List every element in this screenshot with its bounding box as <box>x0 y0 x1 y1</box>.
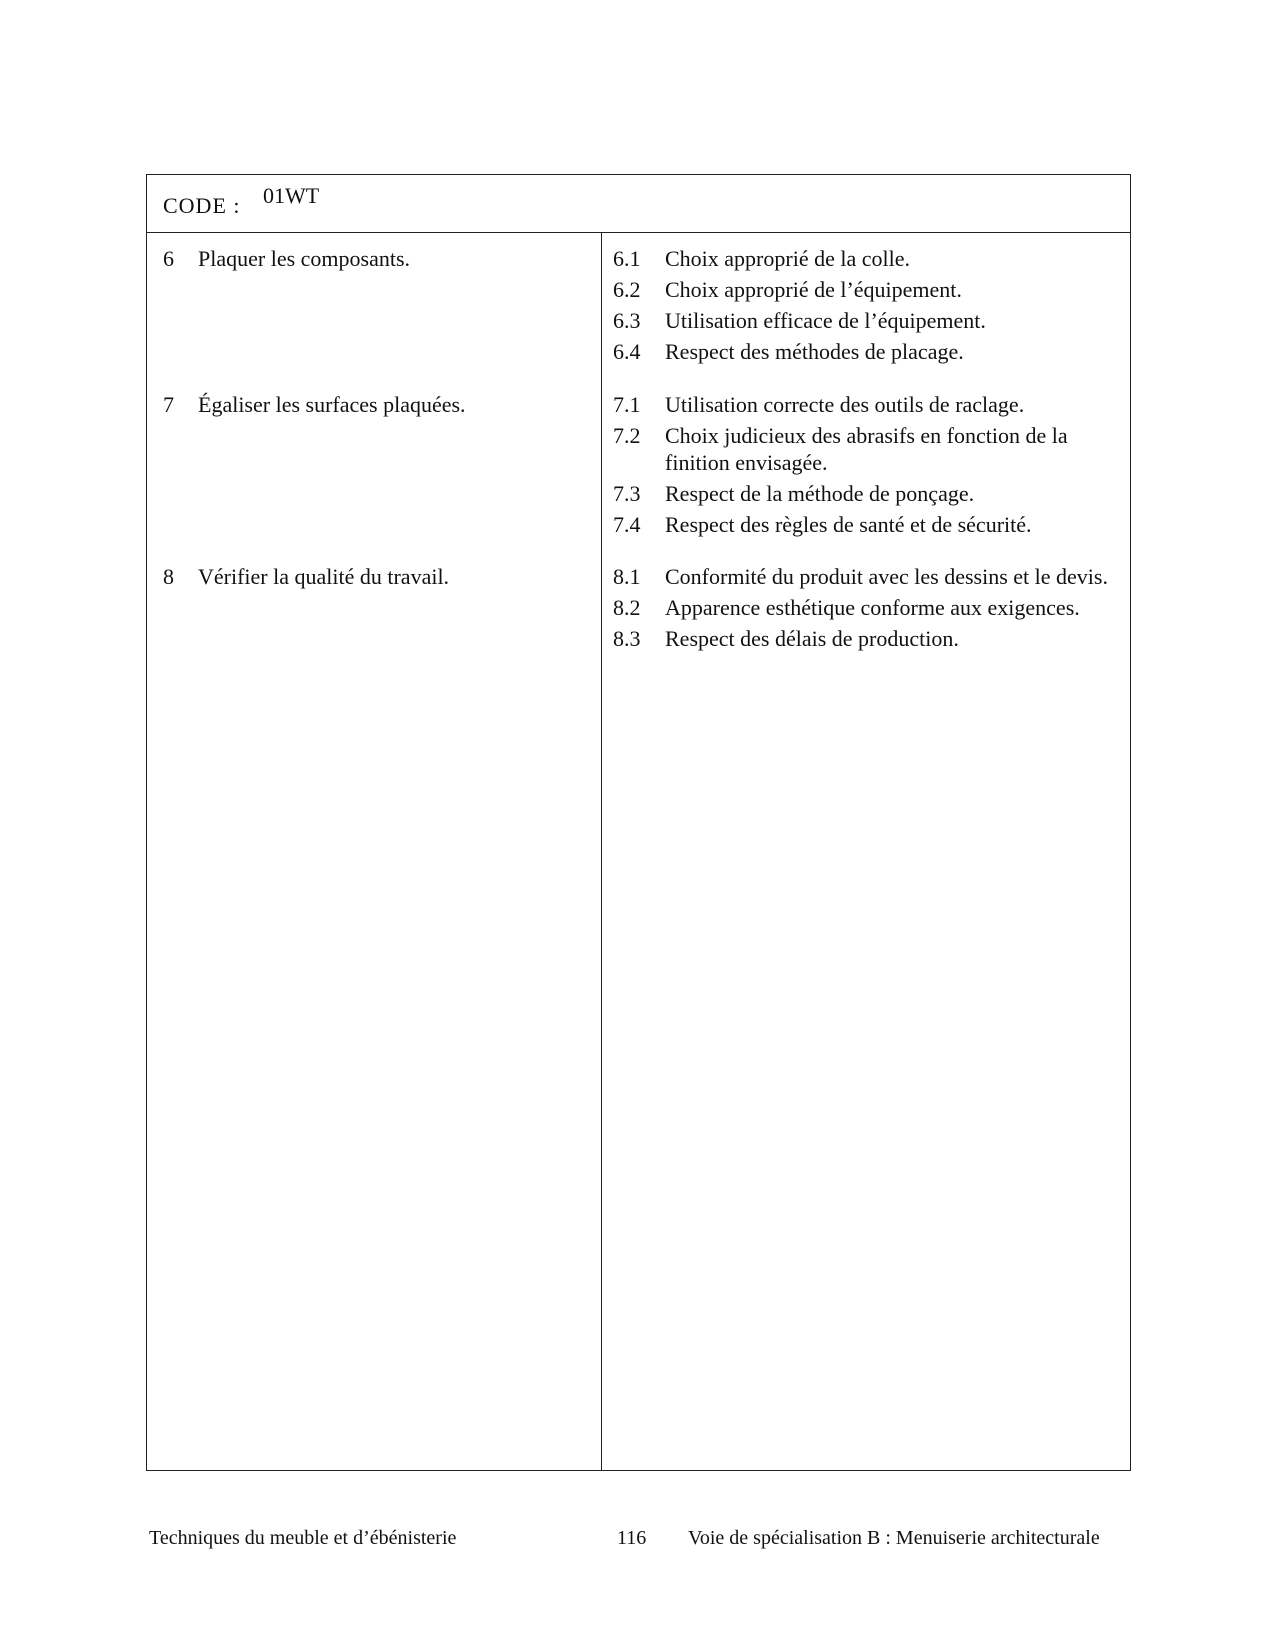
column-divider <box>601 232 602 1470</box>
task-6 <box>163 245 410 272</box>
task-7 <box>163 391 466 418</box>
footer-left: Techniques du meuble et d’ébénisterie <box>149 1527 457 1549</box>
criterion-text: Respect des délais de production. <box>665 626 959 651</box>
competency-table <box>146 174 1131 1471</box>
criterion-item <box>613 307 1123 334</box>
criterion-item <box>613 422 1123 476</box>
criterion-number: 7.3 <box>613 481 641 506</box>
criterion-item <box>613 625 1123 652</box>
criteria-group-8 <box>613 563 1123 656</box>
page-number: 116 <box>617 1527 647 1549</box>
criteria-group-6 <box>613 245 1123 369</box>
code-row <box>147 175 1130 233</box>
code-value: 01WT <box>263 183 320 208</box>
task-text: Égaliser les surfaces plaquées. <box>198 392 466 417</box>
criterion-item <box>613 511 1123 538</box>
criterion-text: Conformité du produit avec les dessins et le devis. <box>665 564 1108 589</box>
criterion-item <box>613 338 1123 365</box>
criterion-text: Respect des règles de santé et de sécurité. <box>665 512 1032 537</box>
criterion-item <box>613 563 1123 590</box>
criterion-item <box>613 245 1123 272</box>
code-label: CODE : <box>163 193 241 218</box>
criterion-item <box>613 276 1123 303</box>
criterion-item <box>613 594 1123 621</box>
criterion-text: Utilisation correcte des outils de raclage. <box>665 392 1025 417</box>
criterion-number: 8.1 <box>613 564 641 589</box>
criteria-group-7 <box>613 391 1123 542</box>
footer-right: Voie de spécialisation B : Menuiserie architecturale <box>688 1527 1100 1549</box>
criterion-number: 6.4 <box>613 339 641 364</box>
criterion-number: 7.4 <box>613 512 641 537</box>
criterion-text: Respect de la méthode de ponçage. <box>665 481 975 506</box>
criterion-text: Utilisation efficace de l’équipement. <box>665 308 986 333</box>
criterion-item <box>613 391 1123 418</box>
criterion-number: 8.2 <box>613 595 641 620</box>
criterion-text: Choix approprié de l’équipement. <box>665 277 962 302</box>
criterion-text: Choix approprié de la colle. <box>665 246 910 271</box>
criterion-number: 6.3 <box>613 308 641 333</box>
criterion-number: 8.3 <box>613 626 641 651</box>
criterion-item <box>613 480 1123 507</box>
criterion-text: Apparence esthétique conforme aux exigences. <box>665 595 1080 620</box>
task-number: 7 <box>163 392 174 417</box>
task-text: Plaquer les composants. <box>198 246 411 271</box>
criterion-text: Choix judicieux des abrasifs en fonction de la finition envisagée. <box>665 423 1068 475</box>
criterion-number: 6.2 <box>613 277 641 302</box>
task-number: 8 <box>163 564 174 589</box>
task-text: Vérifier la qualité du travail. <box>198 564 450 589</box>
criterion-text: Respect des méthodes de placage. <box>665 339 964 364</box>
criterion-number: 6.1 <box>613 246 641 271</box>
task-8 <box>163 563 449 590</box>
criterion-number: 7.1 <box>613 392 641 417</box>
task-number: 6 <box>163 246 174 271</box>
criterion-number: 7.2 <box>613 423 641 448</box>
